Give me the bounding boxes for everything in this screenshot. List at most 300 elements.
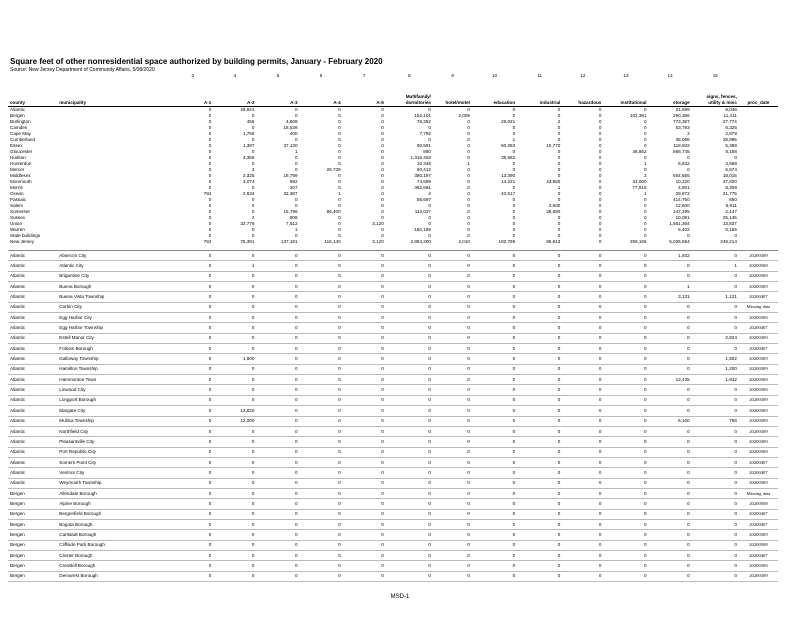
value-cell: 0 — [433, 540, 472, 550]
proc-date-cell: 20200309 — [739, 271, 778, 281]
value-cell: 0 — [692, 437, 739, 447]
value-cell: 0 — [603, 292, 648, 302]
county-value-cell: 0 — [208, 119, 212, 124]
column-number: 9 — [451, 73, 454, 78]
value-cell: 0 — [213, 488, 256, 498]
value-cell: 0 — [472, 468, 517, 478]
municipality-cell: Pleasantville City — [57, 437, 172, 447]
value-cell: 0 — [343, 302, 386, 312]
value-cell: 0 — [472, 282, 517, 292]
value-cell: 0 — [472, 571, 517, 581]
value-cell: 0 — [517, 447, 562, 457]
value-cell: 0 — [649, 468, 692, 478]
value-cell: 0 — [692, 447, 739, 457]
county-value-cell: 654,655 — [673, 173, 690, 178]
value-cell: 0 — [433, 395, 472, 405]
county-cell: Atlantic — [8, 282, 57, 292]
value-cell: 0 — [603, 251, 648, 261]
proc-date-cell: 20200407 — [739, 468, 778, 478]
value-cell: 0 — [603, 550, 648, 560]
value-cell: 0 — [433, 313, 472, 323]
value-cell: 0 — [343, 540, 386, 550]
value-cell: 0 — [300, 550, 343, 560]
county-value-cell: 0 — [643, 155, 647, 160]
county-cell: Atlantic — [8, 313, 57, 323]
county-name-cell: Passaic — [10, 197, 27, 202]
county-value-cell: 12,600 — [675, 203, 690, 208]
value-cell: 0 — [256, 333, 299, 343]
value-cell: 0 — [172, 323, 213, 333]
value-cell: 0 — [562, 478, 603, 488]
proc-date-cell: 20200508 — [739, 540, 778, 550]
county-value-cell: 0 — [512, 107, 516, 112]
value-cell: 0 — [343, 530, 386, 540]
value-cell: 0 — [472, 344, 517, 354]
proc-date-cell: 20200309 — [739, 282, 778, 292]
value-cell: 0 — [300, 509, 343, 519]
county-value-cell: 8,309 — [725, 185, 737, 190]
value-cell: 0 — [472, 385, 517, 395]
value-cell: 0 — [256, 344, 299, 354]
county-cell: Atlantic — [8, 251, 57, 261]
county-value-cell: 0 — [598, 185, 602, 190]
county-value-cell: 90,591 — [416, 143, 431, 148]
value-cell: 0 — [386, 540, 433, 550]
county-value-cell: 0 — [381, 155, 384, 160]
county-value-cell: 152,101 — [414, 113, 431, 118]
value-cell: 0 — [386, 292, 433, 302]
county-value-cell: 13,837 — [722, 221, 737, 226]
column-number: 5 — [276, 73, 280, 78]
county-value-cell: 0 — [598, 125, 602, 130]
value-cell: 0 — [562, 468, 603, 478]
value-cell: 0 — [300, 406, 343, 416]
county-value-cell: 0 — [512, 227, 516, 232]
value-cell: 0 — [300, 499, 343, 509]
value-cell: 0 — [517, 406, 562, 416]
value-cell: 0 — [692, 385, 739, 395]
county-value-cell: 75,391 — [240, 239, 255, 244]
county-value-cell: 32,000 — [632, 179, 647, 184]
value-cell: 0 — [172, 271, 213, 281]
county-value-cell: 0 — [208, 233, 212, 238]
value-cell: 0 — [603, 313, 648, 323]
county-value-cell: 0 — [512, 197, 516, 202]
value-cell: 0 — [386, 302, 433, 312]
county-value-cell: 37,820 — [722, 179, 737, 184]
value-cell: 0 — [472, 488, 517, 498]
county-value-cell: 0 — [428, 215, 431, 220]
county-value-cell: 0 — [251, 149, 255, 154]
value-cell: 0 — [172, 457, 213, 467]
value-cell: 0 — [172, 509, 213, 519]
county-name-cell: Gloucester — [10, 149, 33, 154]
value-cell: 0 — [213, 437, 256, 447]
county-value-cell: 37,130 — [283, 143, 298, 148]
county-value-cell: 0 — [643, 209, 647, 214]
value-cell: 0 — [172, 406, 213, 416]
value-cell: 0 — [433, 354, 472, 364]
value-cell: 0 — [603, 416, 648, 426]
county-value-cell: 3,120 — [372, 239, 384, 244]
county-value-cell: 182,795 — [498, 239, 516, 244]
county-name-cell: Monmouth — [10, 179, 32, 184]
county-cell: Atlantic — [8, 437, 57, 447]
county-value-cell: 0 — [734, 155, 737, 160]
header-multifamily — [386, 81, 433, 107]
value-cell: 0 — [433, 364, 472, 374]
value-cell: 0 — [472, 406, 517, 416]
page-footer: MSD-1 — [390, 594, 410, 600]
value-cell: 0 — [603, 323, 648, 333]
county-value-cell: 0 — [208, 215, 212, 220]
county-value-cell: 0 — [598, 107, 602, 112]
county-value-cell: 0 — [208, 179, 212, 184]
value-cell: 0 — [386, 406, 433, 416]
proc-date-cell: 20200309 — [739, 364, 778, 374]
value-cell: 0 — [433, 519, 472, 529]
column-number: 8 — [408, 73, 411, 78]
value-cell: 0 — [256, 571, 299, 581]
value-cell: 0 — [562, 519, 603, 529]
value-cell: 0 — [386, 364, 433, 374]
column-number: 3 — [191, 73, 195, 78]
county-value-cell: 2,325 — [242, 173, 255, 178]
value-cell: 0 — [517, 375, 562, 385]
value-cell: 0 — [472, 313, 517, 323]
header-a4: A-4 — [300, 81, 343, 107]
county-value-cell: 0 — [338, 161, 341, 166]
county-value-cell: 137,181 — [280, 239, 298, 244]
value-cell: 0 — [562, 354, 603, 364]
county-value-cell: 0 — [643, 215, 647, 220]
county-value-cell: 0 — [557, 221, 561, 226]
county-value-cell: 0 — [598, 131, 602, 136]
value-cell: 0 — [213, 478, 256, 488]
value-cell: 0 — [256, 302, 299, 312]
county-value-cell: 5,026,594 — [669, 239, 690, 244]
county-value-cell: 0 — [643, 167, 647, 172]
county-cell: Atlantic — [8, 261, 57, 271]
municipality-cell: Folsom Borough — [57, 344, 172, 354]
municipality-cell: Hammonton Town — [57, 375, 172, 385]
municipality-row — [8, 550, 778, 560]
municipality-cell: Absecon City — [57, 251, 172, 261]
value-cell: 0 — [692, 282, 739, 292]
county-value-cell: 868,745 — [673, 149, 690, 154]
value-cell: 0 — [562, 313, 603, 323]
county-value-cell: 0 — [208, 197, 212, 202]
county-cell: Bergen — [8, 488, 57, 498]
county-name-cell: Hudson — [10, 155, 26, 160]
municipality-row — [8, 323, 778, 333]
municipality-cell: Alpine Borough — [57, 499, 172, 509]
county-value-cell: 0 — [512, 203, 516, 208]
county-cell: Atlantic — [8, 364, 57, 374]
value-cell: 0 — [172, 468, 213, 478]
value-cell: 0 — [386, 261, 433, 271]
header-hotel: hotel/motel — [433, 81, 472, 107]
value-cell: 0 — [256, 416, 299, 426]
county-value-cell: 0 — [381, 197, 384, 202]
header-multifamily-line1: Multifamily/ — [405, 94, 431, 99]
value-cell: 0 — [603, 364, 648, 374]
municipality-cell: Carlstadt Borough — [57, 530, 172, 540]
value-cell: 0 — [213, 375, 256, 385]
county-value-cell: 0 — [294, 167, 298, 172]
value-cell: 0 — [692, 530, 739, 540]
value-cell: 0 — [692, 251, 739, 261]
county-value-cell: 362,681 — [414, 185, 431, 190]
value-cell: 0 — [517, 416, 562, 426]
proc-date-cell: 20200309 — [739, 478, 778, 488]
county-value-cell: 2,010 — [458, 239, 470, 244]
county-value-cell: 0 — [643, 107, 647, 112]
value-cell: 0 — [472, 509, 517, 519]
municipality-row — [8, 292, 778, 302]
value-cell: 0 — [649, 426, 692, 436]
report-source: Source: New Jersey Department of Community Affairs, 5/08/2020 — [10, 67, 155, 73]
value-cell: 0 — [343, 354, 386, 364]
value-cell: 0 — [472, 395, 517, 405]
county-value-cell: 0 — [208, 137, 212, 142]
county-value-cell: 0 — [338, 107, 341, 112]
value-cell: 0 — [517, 499, 562, 509]
county-value-cell: 0 — [381, 215, 384, 220]
county-value-cell: 0 — [512, 233, 516, 238]
county-value-cell: 0 — [512, 161, 516, 166]
value-cell: 0 — [562, 385, 603, 395]
county-cell: Atlantic — [8, 344, 57, 354]
county-value-cell: 118,932 — [673, 143, 690, 148]
county-value-cell: 0 — [598, 191, 602, 196]
county-value-cell: 4,801 — [678, 185, 690, 190]
value-cell: 0 — [603, 385, 648, 395]
county-value-cell: 10,770 — [546, 143, 561, 148]
value-cell: 0 — [692, 302, 739, 312]
county-cell: Atlantic — [8, 468, 57, 478]
municipality-cell: Northfield City — [57, 426, 172, 436]
county-value-cell: 0 — [251, 203, 255, 208]
county-value-cell: 0 — [557, 215, 561, 220]
value-cell: 0 — [649, 261, 692, 271]
value-cell: 0 — [562, 447, 603, 457]
value-cell: 0 — [692, 271, 739, 281]
county-value-cell: 0 — [598, 113, 602, 118]
value-cell: 1,200 — [692, 364, 739, 374]
municipality-row — [8, 447, 778, 457]
header-storage: storage — [649, 81, 692, 107]
county-value-cell: 0 — [557, 191, 561, 196]
value-cell: 0 — [692, 571, 739, 581]
value-cell: 0 — [256, 385, 299, 395]
value-cell: 0 — [213, 323, 256, 333]
value-cell: 0 — [692, 468, 739, 478]
county-value-cell: 7,512 — [286, 221, 298, 226]
value-cell: 0 — [386, 447, 433, 457]
county-value-cell: 2,884,300 — [410, 239, 431, 244]
report-title: Square feet of other nonresidential space authorized by building permits, January - February 2020 — [10, 57, 383, 66]
county-value-cell: 76,352 — [416, 119, 431, 124]
value-cell: 0 — [472, 550, 517, 560]
municipality-row — [8, 437, 778, 447]
municipality-row — [8, 364, 778, 374]
county-value-cell: 0 — [208, 227, 212, 232]
county-value-cell: 0 — [467, 191, 470, 196]
county-value-cell: 0 — [381, 185, 384, 190]
municipality-row — [8, 251, 778, 261]
county-value-cell: 53,793 — [675, 125, 690, 130]
county-value-cell: 0 — [687, 155, 690, 160]
value-cell: 0 — [517, 509, 562, 519]
county-value-cell: 0 — [208, 149, 212, 154]
county-value-cell: 0 — [557, 155, 561, 160]
county-value-cell: 26,821 — [240, 107, 255, 112]
county-name-cell: Hunterdon — [10, 161, 32, 166]
county-value-cell: 18,799 — [283, 173, 298, 178]
value-cell: 0 — [343, 364, 386, 374]
county-value-cell: 5,911 — [725, 203, 737, 208]
county-value-cell: 3,689 — [725, 161, 737, 166]
municipality-row — [8, 271, 778, 281]
value-cell: 0 — [649, 447, 692, 457]
proc-date-cell: 20200309 — [739, 313, 778, 323]
county-value-cell: 0 — [512, 131, 516, 136]
value-cell: 0 — [256, 375, 299, 385]
value-cell: 0 — [256, 282, 299, 292]
value-cell: 0 — [343, 251, 386, 261]
value-cell: 0 — [213, 344, 256, 354]
county-cell: Bergen — [8, 561, 57, 571]
value-cell: 0 — [603, 488, 648, 498]
value-cell: 0 — [256, 406, 299, 416]
county-value-cell: 0 — [598, 215, 602, 220]
municipality-row — [8, 468, 778, 478]
value-cell: 0 — [256, 437, 299, 447]
county-value-cell: 0 — [467, 155, 470, 160]
county-value-cell: 808 — [289, 215, 298, 220]
value-cell: 12,000 — [213, 416, 256, 426]
value-cell: 0 — [433, 406, 472, 416]
value-cell: 0 — [517, 561, 562, 571]
county-value-cell: 1 — [643, 191, 647, 196]
value-cell: 0 — [433, 530, 472, 540]
value-cell: 0 — [300, 416, 343, 426]
value-cell: 0 — [172, 251, 213, 261]
value-cell: 0 — [603, 519, 648, 529]
value-cell: 0 — [562, 261, 603, 271]
value-cell: 0 — [562, 509, 603, 519]
county-value-cell: 116,140 — [324, 239, 341, 244]
value-cell: 0 — [692, 395, 739, 405]
county-value-cell: 0 — [208, 113, 212, 118]
county-value-cell: 0 — [467, 167, 470, 172]
municipality-row — [8, 488, 778, 498]
county-value-cell: 290,386 — [673, 113, 690, 118]
value-cell: 0 — [603, 499, 648, 509]
county-value-cell: 3,120 — [372, 221, 384, 226]
county-value-cell: 0 — [338, 155, 341, 160]
proc-date-cell: 20200309 — [739, 333, 778, 343]
county-value-cell: 5,574 — [725, 167, 737, 172]
value-cell: 0 — [433, 271, 472, 281]
county-value-cell: 0 — [338, 221, 341, 226]
county-value-cell: 0 — [643, 227, 647, 232]
county-value-cell: 0 — [381, 125, 384, 130]
county-value-cell: 0 — [208, 161, 212, 166]
value-cell: 0 — [300, 468, 343, 478]
county-value-cell: 43,850 — [546, 179, 561, 184]
county-value-cell: 0 — [643, 119, 647, 124]
municipality-row — [8, 540, 778, 550]
value-cell: 0 — [472, 364, 517, 374]
county-value-cell: 2,147 — [725, 209, 737, 214]
value-cell: 0 — [386, 437, 433, 447]
value-cell: 0 — [433, 416, 472, 426]
header-education: education — [472, 81, 517, 107]
county-value-cell: 15,796 — [283, 209, 298, 214]
proc-date-cell: 20200309 — [739, 530, 778, 540]
county-value-cell: 0 — [381, 203, 384, 208]
county-value-cell: 0 — [643, 221, 647, 226]
county-value-cell: 0 — [557, 137, 561, 142]
county-value-cell: 0 — [557, 167, 561, 172]
value-cell: 0 — [300, 426, 343, 436]
county-value-cell: 74,699 — [416, 179, 431, 184]
value-cell: 0 — [213, 395, 256, 405]
county-value-cell: 0 — [338, 185, 341, 190]
county-value-cell: 77,918 — [632, 185, 647, 190]
county-value-cell: 2 — [428, 191, 431, 196]
county-value-cell: 18,539 — [283, 125, 298, 130]
county-value-cell: 0 — [643, 125, 647, 130]
value-cell: 0 — [433, 385, 472, 395]
county-value-cell: 2,600 — [548, 203, 561, 208]
proc-date-cell: 20200309 — [739, 251, 778, 261]
value-cell: 0 — [386, 571, 433, 581]
county-value-cell: 0 — [338, 149, 341, 154]
county-value-cell: 0 — [381, 107, 384, 112]
header-municipality: municipality — [57, 81, 172, 107]
value-cell: 3,131 — [649, 292, 692, 302]
county-value-cell: 6,842 — [678, 161, 690, 166]
municipality-row — [8, 478, 778, 488]
county-value-cell: 0 — [598, 137, 602, 142]
value-cell: 12,820 — [213, 406, 256, 416]
value-cell: 0 — [213, 364, 256, 374]
value-cell: 0 — [213, 333, 256, 343]
proc-date-cell: 20200309 — [739, 395, 778, 405]
county-value-cell: 6,165 — [725, 227, 737, 232]
value-cell: 0 — [172, 302, 213, 312]
value-cell: 0 — [562, 530, 603, 540]
value-cell: 0 — [649, 313, 692, 323]
value-cell: 0 — [300, 323, 343, 333]
county-value-cell: 0 — [208, 107, 212, 112]
value-cell: 0 — [386, 271, 433, 281]
value-cell: 0 — [562, 457, 603, 467]
value-cell: 0 — [603, 509, 648, 519]
value-cell: 0 — [213, 499, 256, 509]
proc-date-cell: 20200407 — [739, 550, 778, 560]
county-value-cell: 0 — [643, 137, 647, 142]
county-name-cell: Atlantic — [10, 107, 26, 112]
county-value-cell: 0 — [251, 113, 255, 118]
county-value-cell: 26,021 — [501, 119, 516, 124]
value-cell: 0 — [603, 561, 648, 571]
value-cell: 0 — [517, 550, 562, 560]
county-value-cell: 0 — [381, 191, 384, 196]
